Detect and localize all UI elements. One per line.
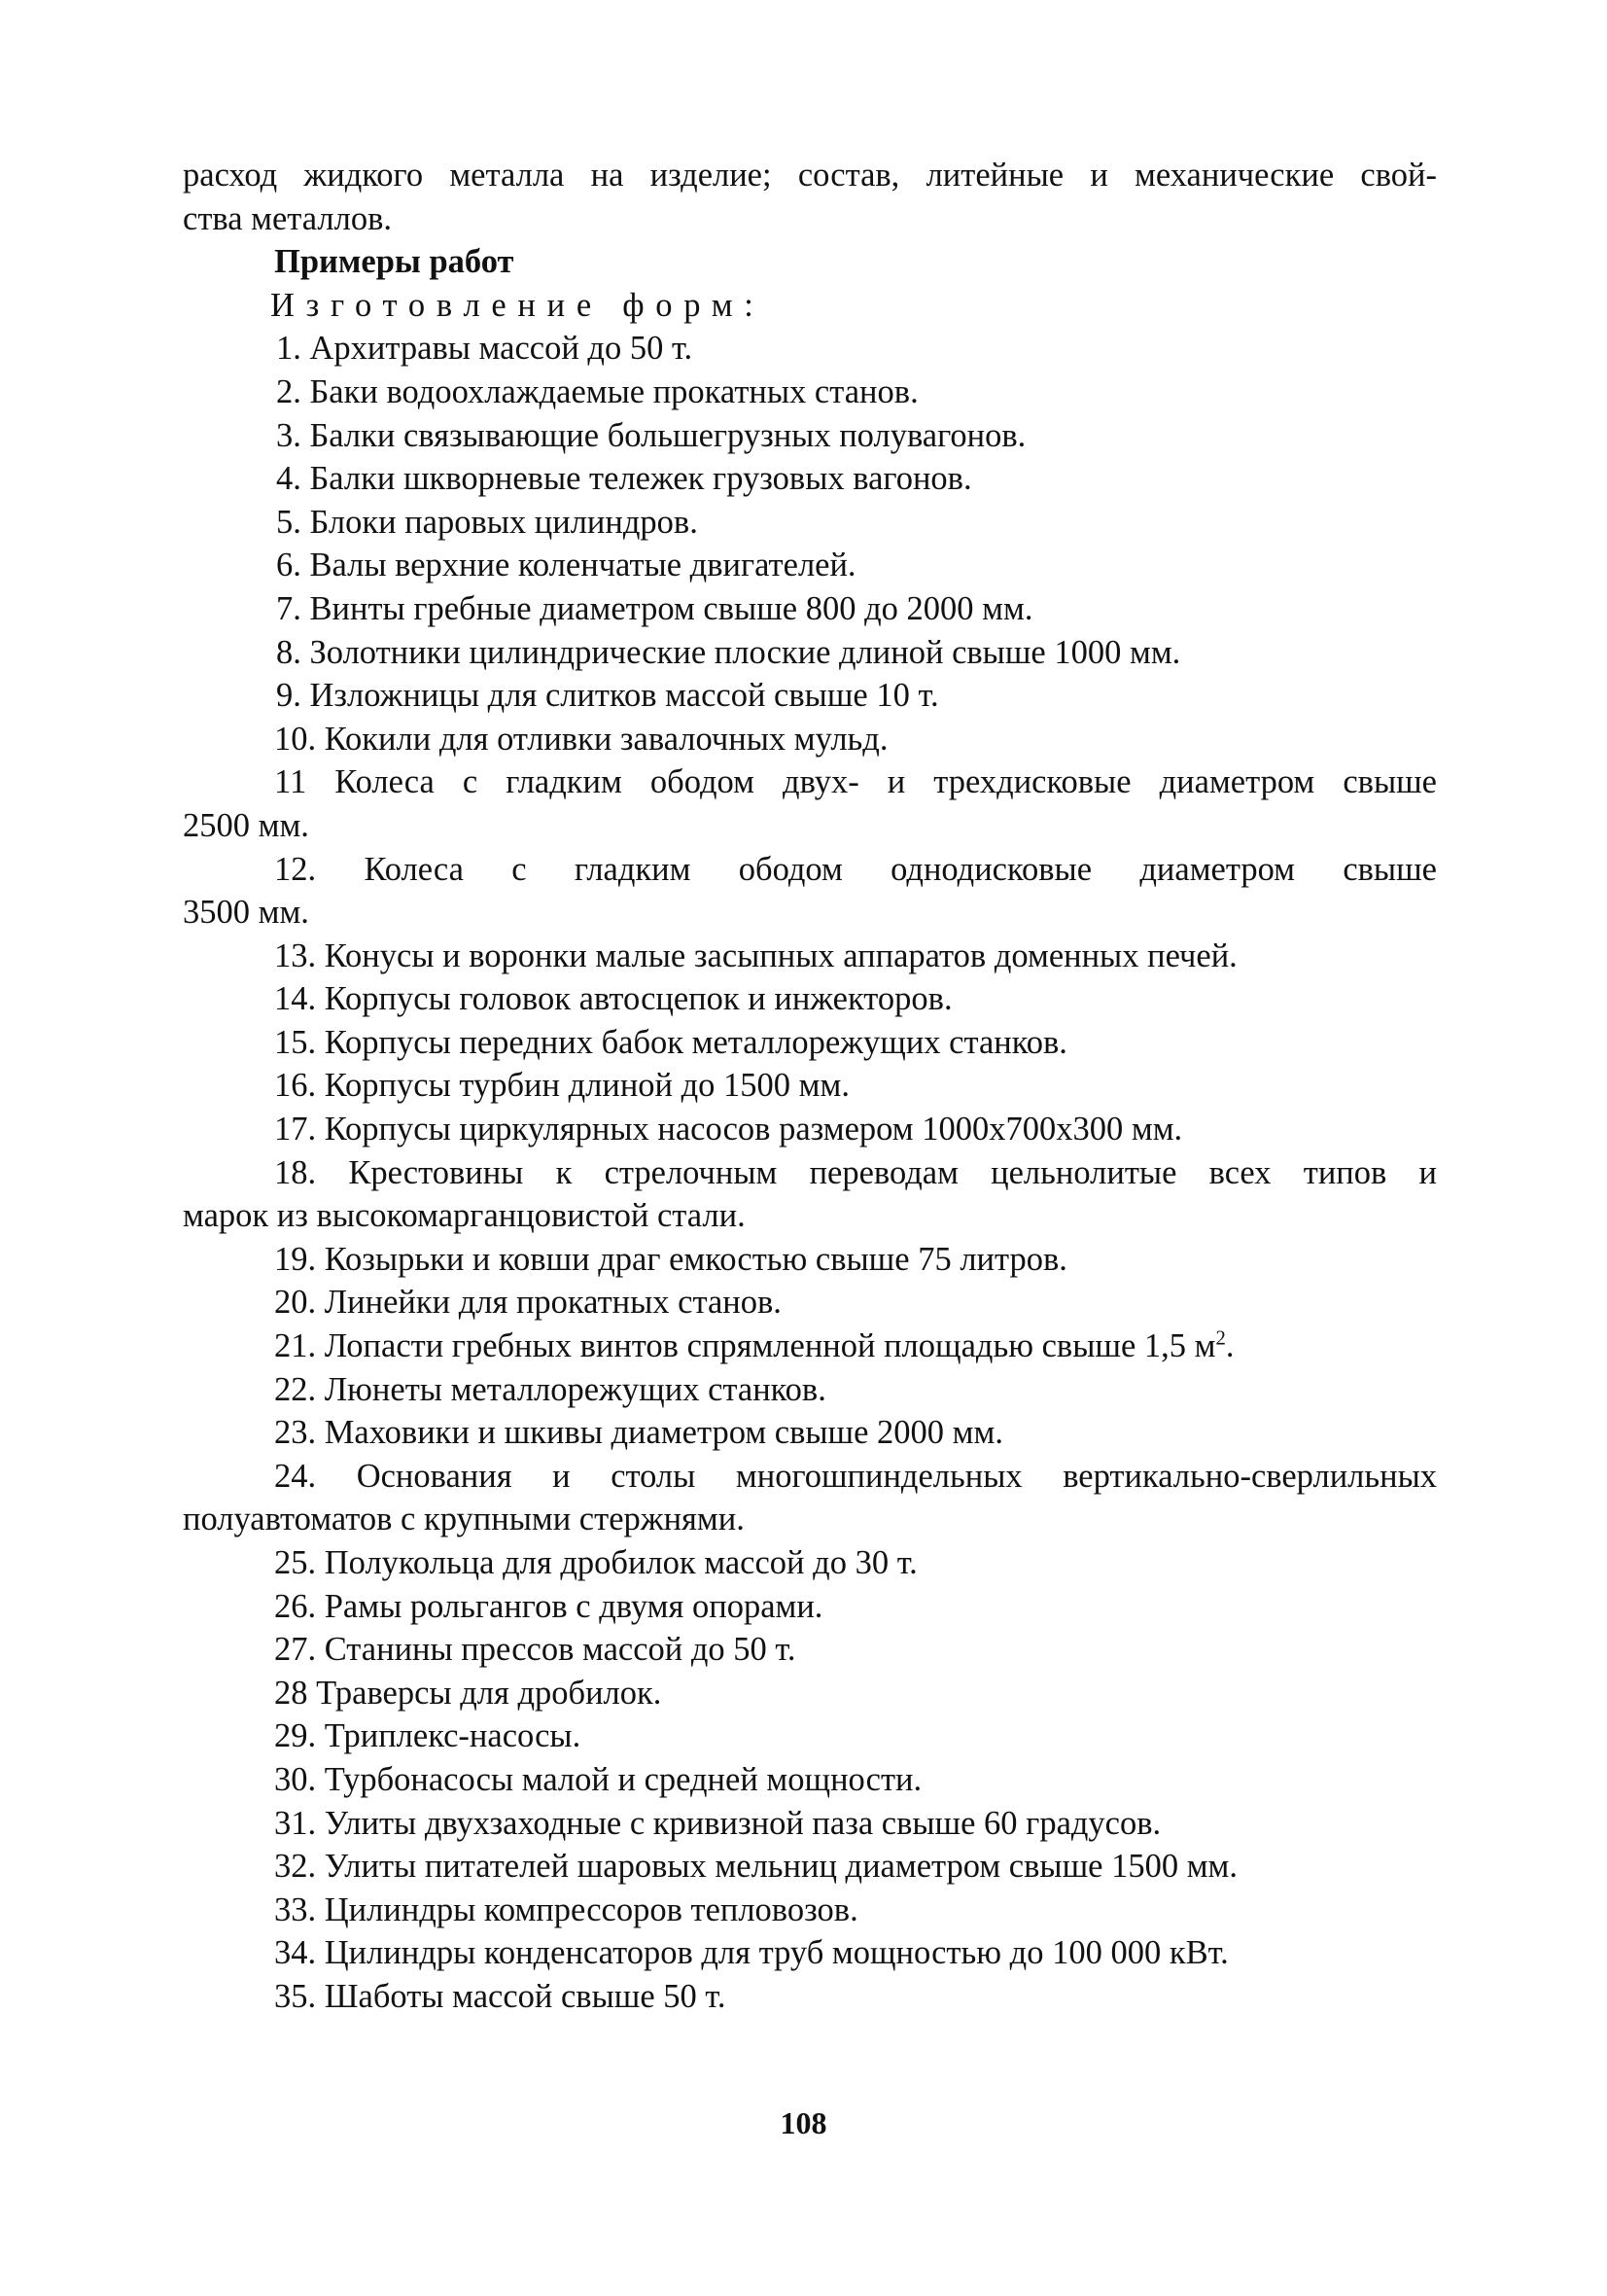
- superscript: 2: [1215, 1327, 1226, 1350]
- list-item: 19. Козырьки и ковши драг емкостью свыше 75 литров.: [274, 1240, 1067, 1278]
- list-item: 3. Балки связывающие большегрузных полувагонов.: [276, 416, 1027, 454]
- list-item-end: .: [1225, 1327, 1235, 1365]
- list-item-continuation: 3500 мм.: [183, 894, 309, 932]
- list-item: 20. Линейки для прокатных станов.: [274, 1284, 782, 1322]
- intro-line: расход жидкого металла на изделие; состав, литейные и механические свой-: [183, 157, 1437, 194]
- list-item: 24. Основания и столы многошпиндельных вертикально-сверлильных: [274, 1457, 1437, 1495]
- list-item: 10. Кокили для отливки завалочных мульд.: [274, 720, 889, 758]
- list-item: 31. Улиты двухзаходные с кривизной паза свыше 60 градусов.: [274, 1804, 1162, 1842]
- list-item-continuation: 2500 мм.: [183, 806, 309, 844]
- list-item: 29. Триплекс-насосы.: [274, 1717, 581, 1755]
- list-item: 28 Траверсы для дробилок.: [274, 1674, 662, 1712]
- list-item: 17. Корпусы циркулярных насосов размером 1000x700x300 мм.: [274, 1111, 1183, 1148]
- list-item: 12. Колеса с гладким ободом однодисковые диаметром свыше: [274, 850, 1437, 888]
- list-item-continuation: полуавтоматов с крупными стержнями.: [183, 1501, 745, 1538]
- list-item: 26. Рамы рольгангов с двумя опорами.: [274, 1587, 823, 1625]
- list-item: 6. Валы верхние коленчатые двигателей.: [276, 547, 856, 584]
- list-item: 13. Конусы и воронки малые засыпных аппаратов доменных печей.: [274, 936, 1238, 974]
- list-item: 32. Улиты питателей шаровых мельниц диаметром свыше 1500 мм.: [274, 1848, 1238, 1886]
- list-item: 4. Балки шкворневые тележек грузовых вагонов.: [276, 460, 972, 498]
- list-item: [183, 1325, 1437, 1368]
- list-item: 34. Цилиндры конденсаторов для труб мощностью до 100 000 кВт.: [274, 1934, 1229, 1972]
- list-item: 23. Маховики и шкивы диаметром свыше 2000 мм.: [274, 1414, 1003, 1452]
- list-item: 16. Корпусы турбин длиной до 1500 мм.: [274, 1067, 850, 1105]
- list-item: 14. Корпусы головок автосцепок и инжекторов.: [274, 980, 953, 1018]
- list-item: 33. Цилиндры компрессоров тепловозов.: [274, 1890, 858, 1928]
- list-item: 11 Колеса с гладким ободом двух- и трехдисковые диаметром свыше: [274, 763, 1437, 801]
- document-body: [183, 154, 1437, 2019]
- section-heading: Примеры работ: [274, 243, 514, 281]
- list-item: 8. Золотники цилиндрические плоские длиной свыше 1000 мм.: [276, 633, 1181, 671]
- list-item: 25. Полукольца для дробилок массой до 30 т.: [274, 1544, 918, 1581]
- list-item: 1. Архитравы массой до 50 т.: [276, 330, 693, 368]
- list-item: 22. Люнеты металлорежущих станков.: [274, 1370, 826, 1408]
- list-item: 15. Корпусы передних бабок металлорежущих станков.: [274, 1023, 1067, 1061]
- intro-line: ства металлов.: [183, 199, 393, 237]
- list-item: 35. Шаботы массой свыше 50 т.: [274, 1977, 726, 2015]
- list-item: 2. Баки водоохлаждаемые прокатных станов.: [276, 372, 919, 410]
- page-number: 108: [780, 2105, 827, 2140]
- list-item-text: 21. Лопасти гребных винтов спрямленной площадью свыше 1,5 м: [274, 1327, 1216, 1365]
- list-item: 5. Блоки паровых цилиндров.: [276, 503, 698, 541]
- list-item: 27. Станины прессов массой до 50 т.: [274, 1631, 796, 1669]
- list-item: 30. Турбонасосы малой и средней мощности.: [274, 1760, 923, 1798]
- list-item: 9. Изложницы для слитков массой свыше 10 т.: [276, 677, 939, 715]
- list-item: 18. Крестовины к стрелочным переводам цельнолитые всех типов и: [274, 1153, 1437, 1191]
- list-item-continuation: марок из высокомарганцовистой стали.: [183, 1197, 746, 1235]
- section-subheading: Изготовление форм:: [270, 286, 765, 324]
- list-item: 7. Винты гребные диаметром свыше 800 до 2000 мм.: [276, 589, 1033, 627]
